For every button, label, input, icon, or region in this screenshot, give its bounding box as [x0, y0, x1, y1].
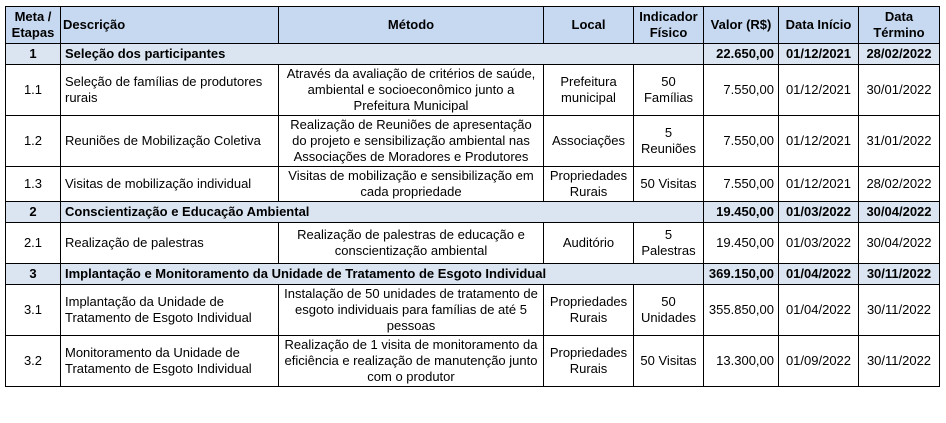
header-local: Local [544, 7, 634, 44]
row-inicio: 01/12/2021 [779, 65, 859, 116]
row-indicador: 50 Famílias [634, 65, 704, 116]
row-indicador: 50 Unidades [634, 285, 704, 336]
row-valor: 7.550,00 [704, 116, 779, 167]
row-local: Auditório [544, 223, 634, 264]
row-meta: 1.2 [6, 116, 61, 167]
group-descricao: Seleção dos participantes [61, 44, 704, 65]
row-termino: 30/04/2022 [859, 223, 940, 264]
row-termino: 31/01/2022 [859, 116, 940, 167]
header-inicio: Data Início [779, 7, 859, 44]
row-indicador: 50 Visitas [634, 167, 704, 202]
row-inicio: 01/03/2022 [779, 223, 859, 264]
row-descricao: Monitoramento da Unidade de Tratamento de Esgoto Individual [61, 336, 279, 387]
row-termino: 30/11/2022 [859, 285, 940, 336]
row-valor: 7.550,00 [704, 167, 779, 202]
group-row [6, 44, 940, 65]
row-meta: 3.1 [6, 285, 61, 336]
row-inicio: 01/12/2021 [779, 167, 859, 202]
group-inicio: 01/04/2022 [779, 264, 859, 285]
row-meta: 3.2 [6, 336, 61, 387]
group-descricao: Implantação e Monitoramento da Unidade de Tratamento de Esgoto Individual [61, 264, 704, 285]
row-indicador: 50 Visitas [634, 336, 704, 387]
table-row [6, 65, 940, 116]
group-row [6, 264, 940, 285]
table-row [6, 116, 940, 167]
header-descricao: Descrição [61, 7, 279, 44]
group-descricao: Conscientização e Educação Ambiental [61, 202, 704, 223]
schedule-table [5, 6, 940, 387]
row-meta: 1.3 [6, 167, 61, 202]
group-valor: 22.650,00 [704, 44, 779, 65]
group-row [6, 202, 940, 223]
row-valor: 355.850,00 [704, 285, 779, 336]
group-meta: 1 [6, 44, 61, 65]
row-descricao: Realização de palestras [61, 223, 279, 264]
row-metodo: Instalação de 50 unidades de tratamento de esgoto individuais para famílias de até 5 pessoas [279, 285, 544, 336]
row-local: Prefeitura municipal [544, 65, 634, 116]
row-descricao: Reuniões de Mobilização Coletiva [61, 116, 279, 167]
row-metodo: Através da avaliação de critérios de saúde, ambiental e socioeconômico junto a Prefeitura Municipal [279, 65, 544, 116]
row-indicador: 5 Palestras [634, 223, 704, 264]
group-termino: 28/02/2022 [859, 44, 940, 65]
row-valor: 19.450,00 [704, 223, 779, 264]
row-local: Propriedades Rurais [544, 285, 634, 336]
group-valor: 369.150,00 [704, 264, 779, 285]
row-descricao: Visitas de mobilização individual [61, 167, 279, 202]
table-row [6, 336, 940, 387]
header-metodo: Método [279, 7, 544, 44]
header-row [6, 7, 940, 44]
row-metodo: Realização de Reuniões de apresentação do projeto e sensibilização ambiental nas Associações de Moradores e Produtores [279, 116, 544, 167]
header-meta: Meta / Etapas [6, 7, 61, 44]
table-row [6, 223, 940, 264]
header-indicador: Indicador Físico [634, 7, 704, 44]
row-termino: 28/02/2022 [859, 167, 940, 202]
row-meta: 1.1 [6, 65, 61, 116]
row-inicio: 01/04/2022 [779, 285, 859, 336]
group-meta: 3 [6, 264, 61, 285]
row-valor: 13.300,00 [704, 336, 779, 387]
row-inicio: 01/12/2021 [779, 116, 859, 167]
row-inicio: 01/09/2022 [779, 336, 859, 387]
row-descricao: Seleção de famílias de produtores rurais [61, 65, 279, 116]
row-local: Propriedades Rurais [544, 336, 634, 387]
row-valor: 7.550,00 [704, 65, 779, 116]
row-termino: 30/01/2022 [859, 65, 940, 116]
row-indicador: 5 Reuniões [634, 116, 704, 167]
table-row [6, 285, 940, 336]
row-metodo: Realização de palestras de educação e conscientização ambiental [279, 223, 544, 264]
group-termino: 30/11/2022 [859, 264, 940, 285]
row-descricao: Implantação da Unidade de Tratamento de Esgoto Individual [61, 285, 279, 336]
row-metodo: Realização de 1 visita de monitoramento da eficiência e realização de manutenção junto com o produtor [279, 336, 544, 387]
group-meta: 2 [6, 202, 61, 223]
group-inicio: 01/03/2022 [779, 202, 859, 223]
header-valor: Valor (R$) [704, 7, 779, 44]
row-meta: 2.1 [6, 223, 61, 264]
group-inicio: 01/12/2021 [779, 44, 859, 65]
table-row [6, 167, 940, 202]
row-local: Propriedades Rurais [544, 167, 634, 202]
row-termino: 30/11/2022 [859, 336, 940, 387]
group-valor: 19.450,00 [704, 202, 779, 223]
row-metodo: Visitas de mobilização e sensibilização em cada propriedade [279, 167, 544, 202]
row-local: Associações [544, 116, 634, 167]
group-termino: 30/04/2022 [859, 202, 940, 223]
header-termino: Data Término [859, 7, 940, 44]
